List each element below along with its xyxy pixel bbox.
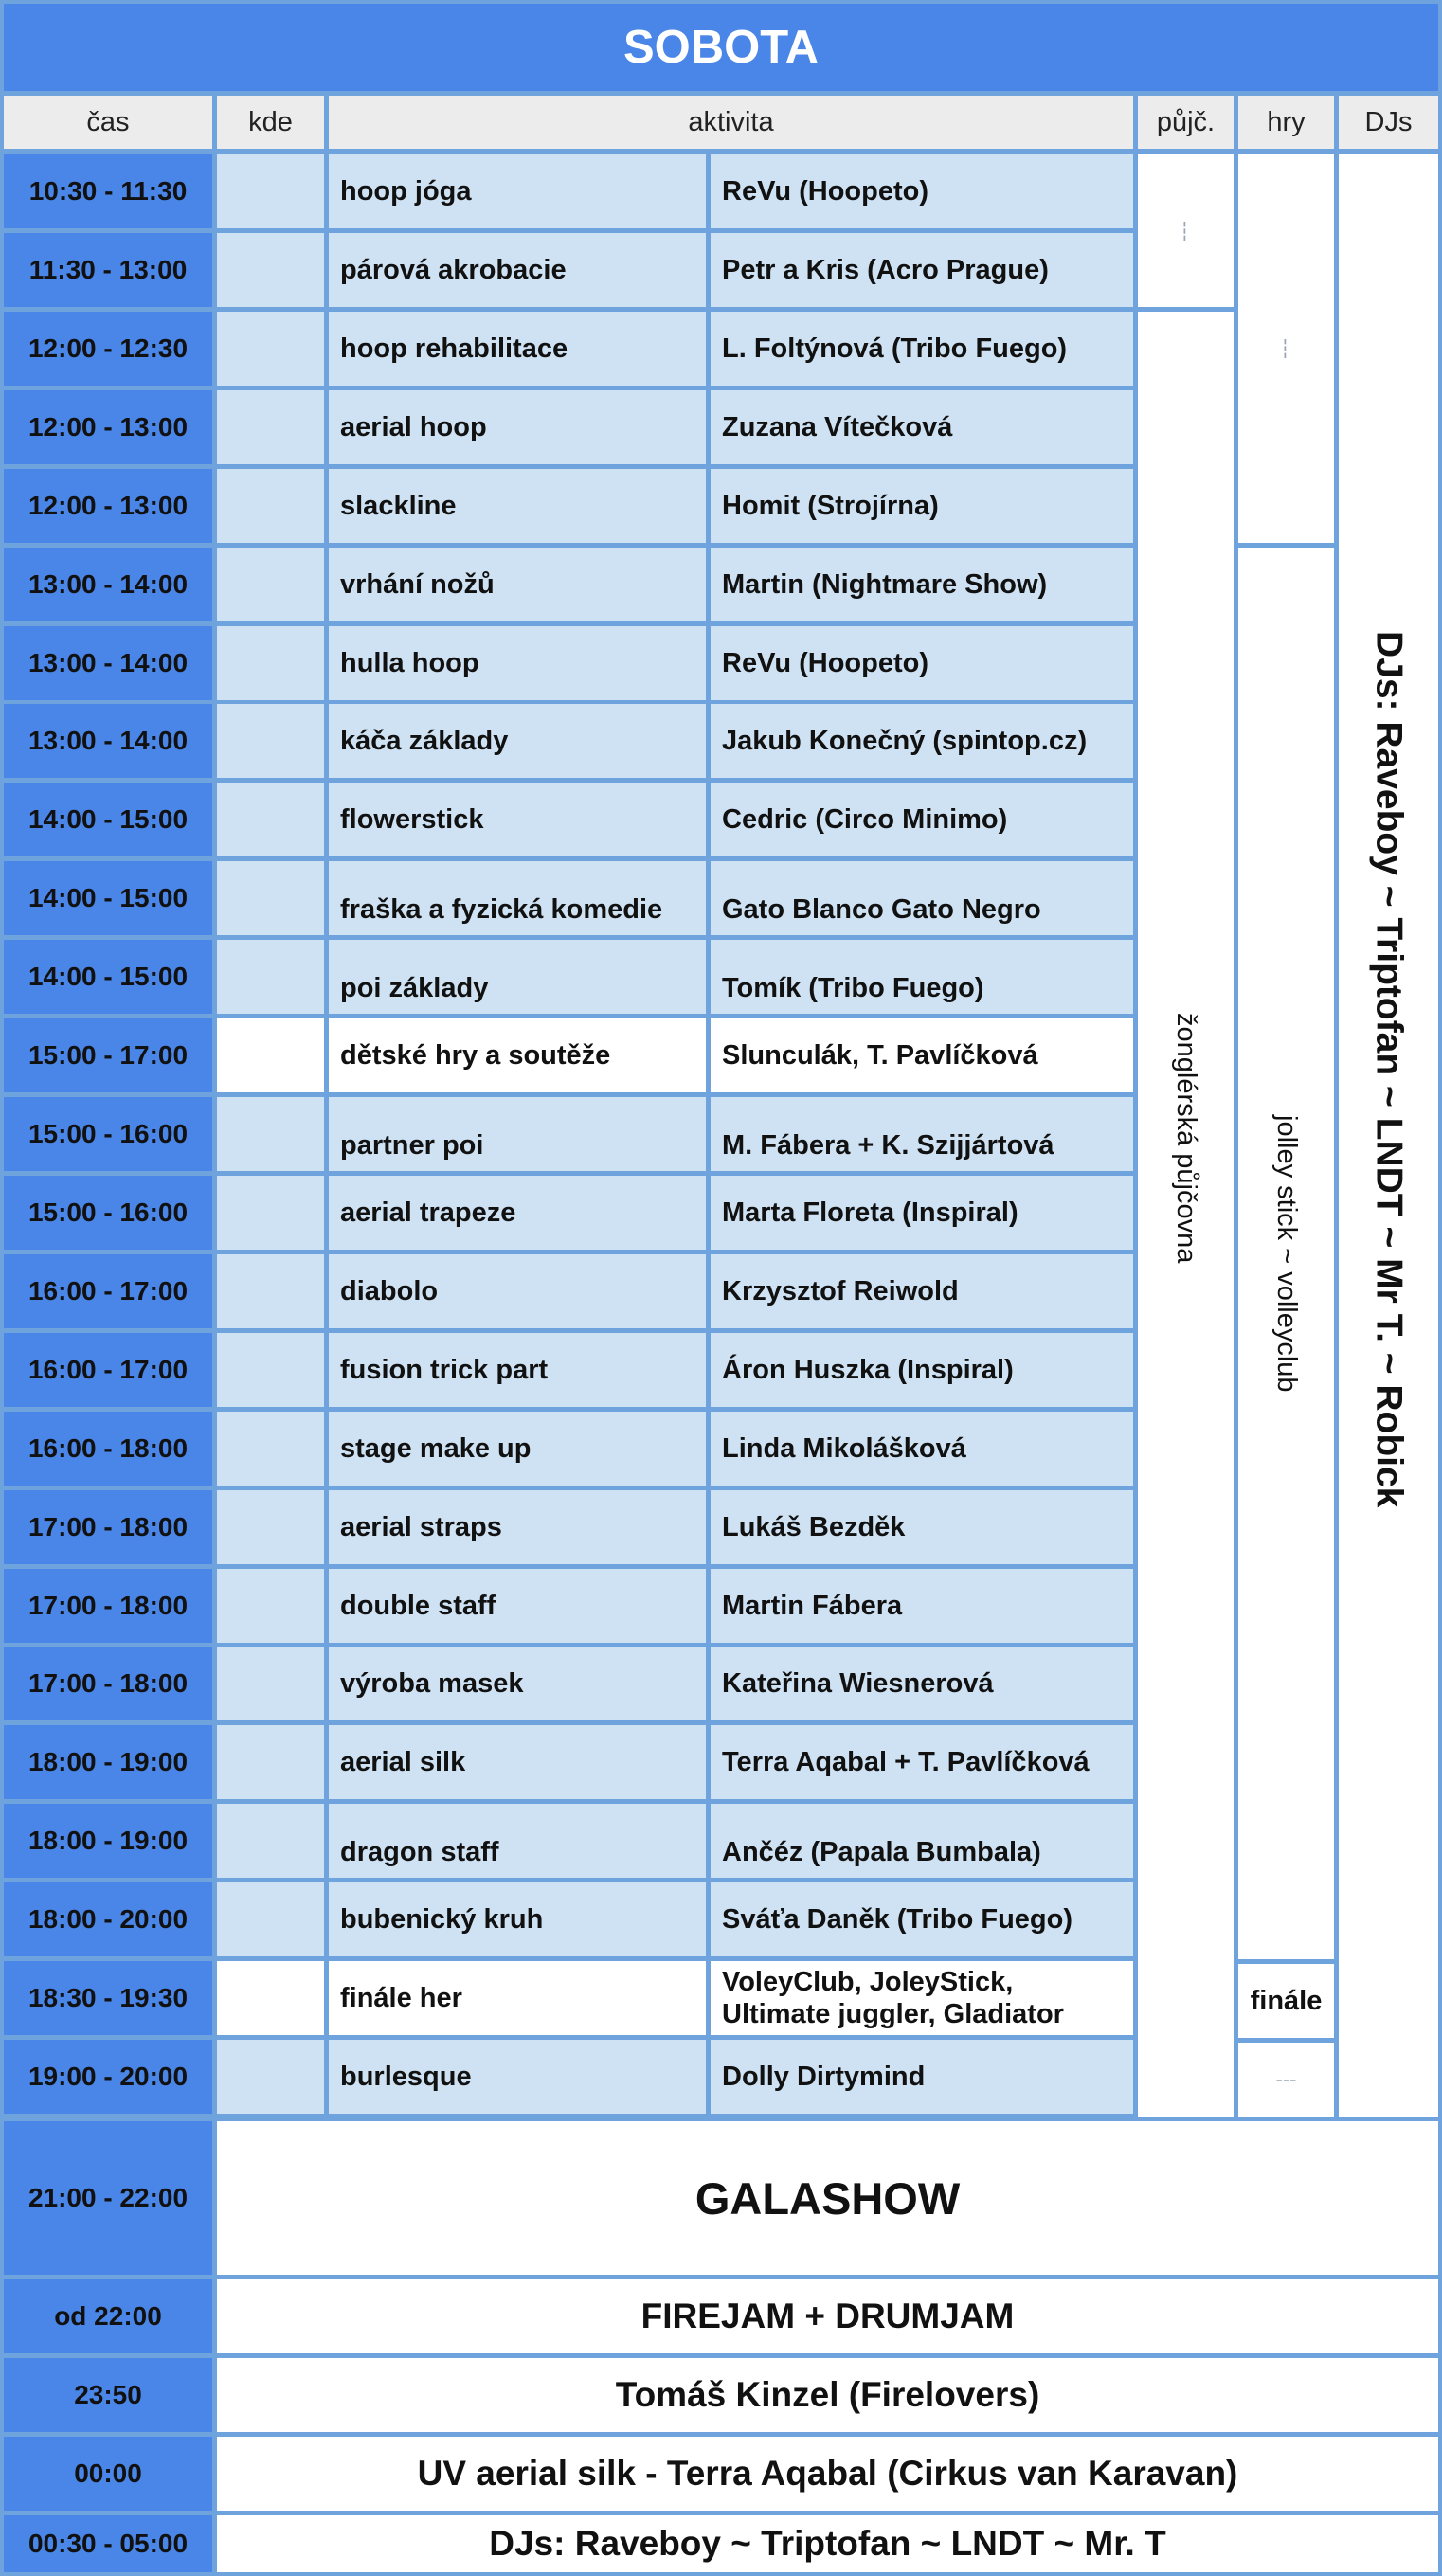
row-time: 17:00 - 18:00 — [4, 1647, 212, 1720]
row-instructor: Kateřina Wiesnerová — [711, 1647, 1133, 1720]
row-place — [217, 704, 324, 778]
row-place — [217, 1961, 324, 2035]
row-instructor: Linda Mikolášková — [711, 1412, 1133, 1486]
row-activity: dragon staff — [329, 1804, 706, 1878]
row-place — [217, 626, 324, 700]
row-instructor: Dolly Dirtymind — [711, 2040, 1133, 2114]
header-place: kde — [217, 96, 324, 149]
rental-dash: --- — [1174, 220, 1199, 242]
juggling-rental — [1138, 312, 1234, 2117]
row-place — [217, 1018, 324, 1092]
row-activity: aerial trapeze — [329, 1176, 706, 1250]
row-instructor: Gato Blanco Gato Negro — [711, 861, 1133, 935]
row-time: 19:00 - 20:00 — [4, 2040, 212, 2114]
row-activity: vrhání nožů — [329, 548, 706, 621]
row-time: 18:00 - 20:00 — [4, 1882, 212, 1956]
row-place — [217, 861, 324, 935]
row-activity: aerial silk — [329, 1725, 706, 1799]
row-instructor: Ančéz (Papala Bumbala) — [711, 1804, 1133, 1878]
row-place — [217, 1412, 324, 1486]
row-activity: burlesque — [329, 2040, 706, 2114]
row-time: 11:30 - 13:00 — [4, 233, 212, 307]
row-instructor: Slunculák, T. Pavlíčková — [711, 1018, 1133, 1092]
row-instructor: L. Foltýnová (Tribo Fuego) — [711, 312, 1133, 386]
row-place — [217, 469, 324, 543]
row-instructor-line: VoleyClub, JoleyStick, — [722, 1967, 1014, 1997]
header-time: čas — [4, 96, 212, 149]
bottom-time: od 22:00 — [4, 2279, 212, 2353]
row-time: 15:00 - 17:00 — [4, 1018, 212, 1092]
row-place — [217, 548, 324, 621]
row-activity: hoop jóga — [329, 154, 706, 228]
rental-empty — [1138, 154, 1234, 307]
row-activity: partner poi — [329, 1097, 706, 1171]
row-time: 18:00 - 19:00 — [4, 1725, 212, 1799]
row-place — [217, 783, 324, 856]
row-time: 14:00 - 15:00 — [4, 940, 212, 1014]
row-time: 12:00 - 13:00 — [4, 390, 212, 464]
games-finale — [1238, 1964, 1334, 2038]
row-activity: hoop rehabilitace — [329, 312, 706, 386]
row-activity: dětské hry a soutěže — [329, 1018, 706, 1092]
bottom-event: UV aerial silk - Terra Aqabal (Cirkus van Karavan) — [217, 2437, 1438, 2511]
row-instructor: Cedric (Circo Minimo) — [711, 783, 1133, 856]
row-place — [217, 1176, 324, 1250]
row-place — [217, 154, 324, 228]
header-activity: aktivita — [329, 96, 1133, 149]
row-activity: poi základy — [329, 940, 706, 1014]
bottom-event: DJs: Raveboy ~ Triptofan ~ LNDT ~ Mr. T — [217, 2515, 1438, 2572]
row-time: 16:00 - 17:00 — [4, 1254, 212, 1328]
row-activity: double staff — [329, 1569, 706, 1643]
row-instructor: Jakub Konečný (spintop.cz) — [711, 704, 1133, 778]
bottom-time: 00:00 — [4, 2437, 212, 2511]
row-place — [217, 2040, 324, 2114]
row-instructor: Tomík (Tribo Fuego) — [711, 940, 1133, 1014]
bottom-time: 23:50 — [4, 2358, 212, 2432]
games-finale-label: finále — [1250, 1985, 1323, 2016]
row-instructor: Terra Aqabal + T. Pavlíčková — [711, 1725, 1133, 1799]
games-empty — [1238, 154, 1334, 543]
juggling-rental-label: žonglérská půjčovna — [1171, 1013, 1201, 1264]
row-instructor: Zuzana Vítečková — [711, 390, 1133, 464]
row-activity: flowerstick — [329, 783, 706, 856]
row-time: 13:00 - 14:00 — [4, 626, 212, 700]
row-activity: diabolo — [329, 1254, 706, 1328]
row-place — [217, 1254, 324, 1328]
row-place — [217, 1569, 324, 1643]
header-games: hry — [1238, 96, 1334, 149]
games-dash: --- — [1274, 338, 1299, 359]
row-activity: finále her — [329, 1961, 706, 2035]
row-time: 14:00 - 15:00 — [4, 783, 212, 856]
row-place — [217, 940, 324, 1014]
bottom-event: GALASHOW — [217, 2121, 1438, 2275]
row-instructor: Áron Huszka (Inspiral) — [711, 1333, 1133, 1407]
row-place — [217, 233, 324, 307]
row-time: 13:00 - 14:00 — [4, 548, 212, 621]
row-time: 16:00 - 17:00 — [4, 1333, 212, 1407]
row-activity: fusion trick part — [329, 1333, 706, 1407]
row-instructor: Martin Fábera — [711, 1569, 1133, 1643]
row-activity: aerial straps — [329, 1490, 706, 1564]
row-instructor: Petr a Kris (Acro Prague) — [711, 233, 1133, 307]
row-place — [217, 312, 324, 386]
row-time: 15:00 - 16:00 — [4, 1176, 212, 1250]
row-instructor-line: Ultimate juggler, Gladiator — [722, 1999, 1064, 2029]
row-instructor: Martin (Nightmare Show) — [711, 548, 1133, 621]
row-place — [217, 1333, 324, 1407]
row-instructor: ReVu (Hoopeto) — [711, 626, 1133, 700]
row-time: 16:00 - 18:00 — [4, 1412, 212, 1486]
row-instructor: M. Fábera + K. Szijjártová — [711, 1097, 1133, 1171]
row-activity: párová akrobacie — [329, 233, 706, 307]
games-jolley-label: jolley stick ~ volleyclub — [1271, 1114, 1302, 1393]
row-instructor: Homit (Strojírna) — [711, 469, 1133, 543]
row-time: 17:00 - 18:00 — [4, 1569, 212, 1643]
row-activity: aerial hoop — [329, 390, 706, 464]
row-time: 12:00 - 12:30 — [4, 312, 212, 386]
row-time: 18:30 - 19:30 — [4, 1961, 212, 2035]
row-place — [217, 390, 324, 464]
games-empty-bottom — [1238, 2043, 1334, 2117]
row-time: 14:00 - 15:00 — [4, 861, 212, 935]
row-instructor: Marta Floreta (Inspiral) — [711, 1176, 1133, 1250]
row-place — [217, 1804, 324, 1878]
day-title: SOBOTA — [4, 4, 1438, 91]
bottom-time: 21:00 - 22:00 — [4, 2121, 212, 2275]
games-dash-bottom: --- — [1275, 2067, 1297, 2091]
row-place — [217, 1490, 324, 1564]
header-rental: půjč. — [1138, 96, 1234, 149]
row-time: 12:00 - 13:00 — [4, 469, 212, 543]
row-place — [217, 1647, 324, 1720]
row-instructor: Lukáš Bezděk — [711, 1490, 1133, 1564]
row-place — [217, 1882, 324, 1956]
row-time: 17:00 - 18:00 — [4, 1490, 212, 1564]
row-time: 18:00 - 19:00 — [4, 1804, 212, 1878]
row-instructor: Krzysztof Reiwold — [711, 1254, 1133, 1328]
row-place — [217, 1725, 324, 1799]
row-activity: bubenický kruh — [329, 1882, 706, 1956]
row-activity: výroba masek — [329, 1647, 706, 1720]
row-instructor — [711, 1961, 1133, 2035]
row-activity: stage make up — [329, 1412, 706, 1486]
row-instructor: ReVu (Hoopeto) — [711, 154, 1133, 228]
row-activity: hulla hoop — [329, 626, 706, 700]
header-djs: DJs — [1339, 96, 1438, 149]
row-activity: slackline — [329, 469, 706, 543]
row-activity: fraška a fyzická komedie — [329, 861, 706, 935]
bottom-time: 00:30 - 05:00 — [4, 2515, 212, 2572]
djs-column — [1339, 154, 1438, 2117]
row-time: 13:00 - 14:00 — [4, 704, 212, 778]
row-activity: káča základy — [329, 704, 706, 778]
bottom-event: Tomáš Kinzel (Firelovers) — [217, 2358, 1438, 2432]
djs-lineup: DJs: Raveboy ~ Triptofan ~ LNDT ~ Mr T. ~ Robick — [1368, 630, 1410, 1508]
row-place — [217, 1097, 324, 1171]
games-jolley — [1238, 548, 1334, 1959]
row-instructor: Sváťa Daněk (Tribo Fuego) — [711, 1882, 1133, 1956]
bottom-event: FIREJAM + DRUMJAM — [217, 2279, 1438, 2353]
row-time: 10:30 - 11:30 — [4, 154, 212, 228]
row-time: 15:00 - 16:00 — [4, 1097, 212, 1171]
